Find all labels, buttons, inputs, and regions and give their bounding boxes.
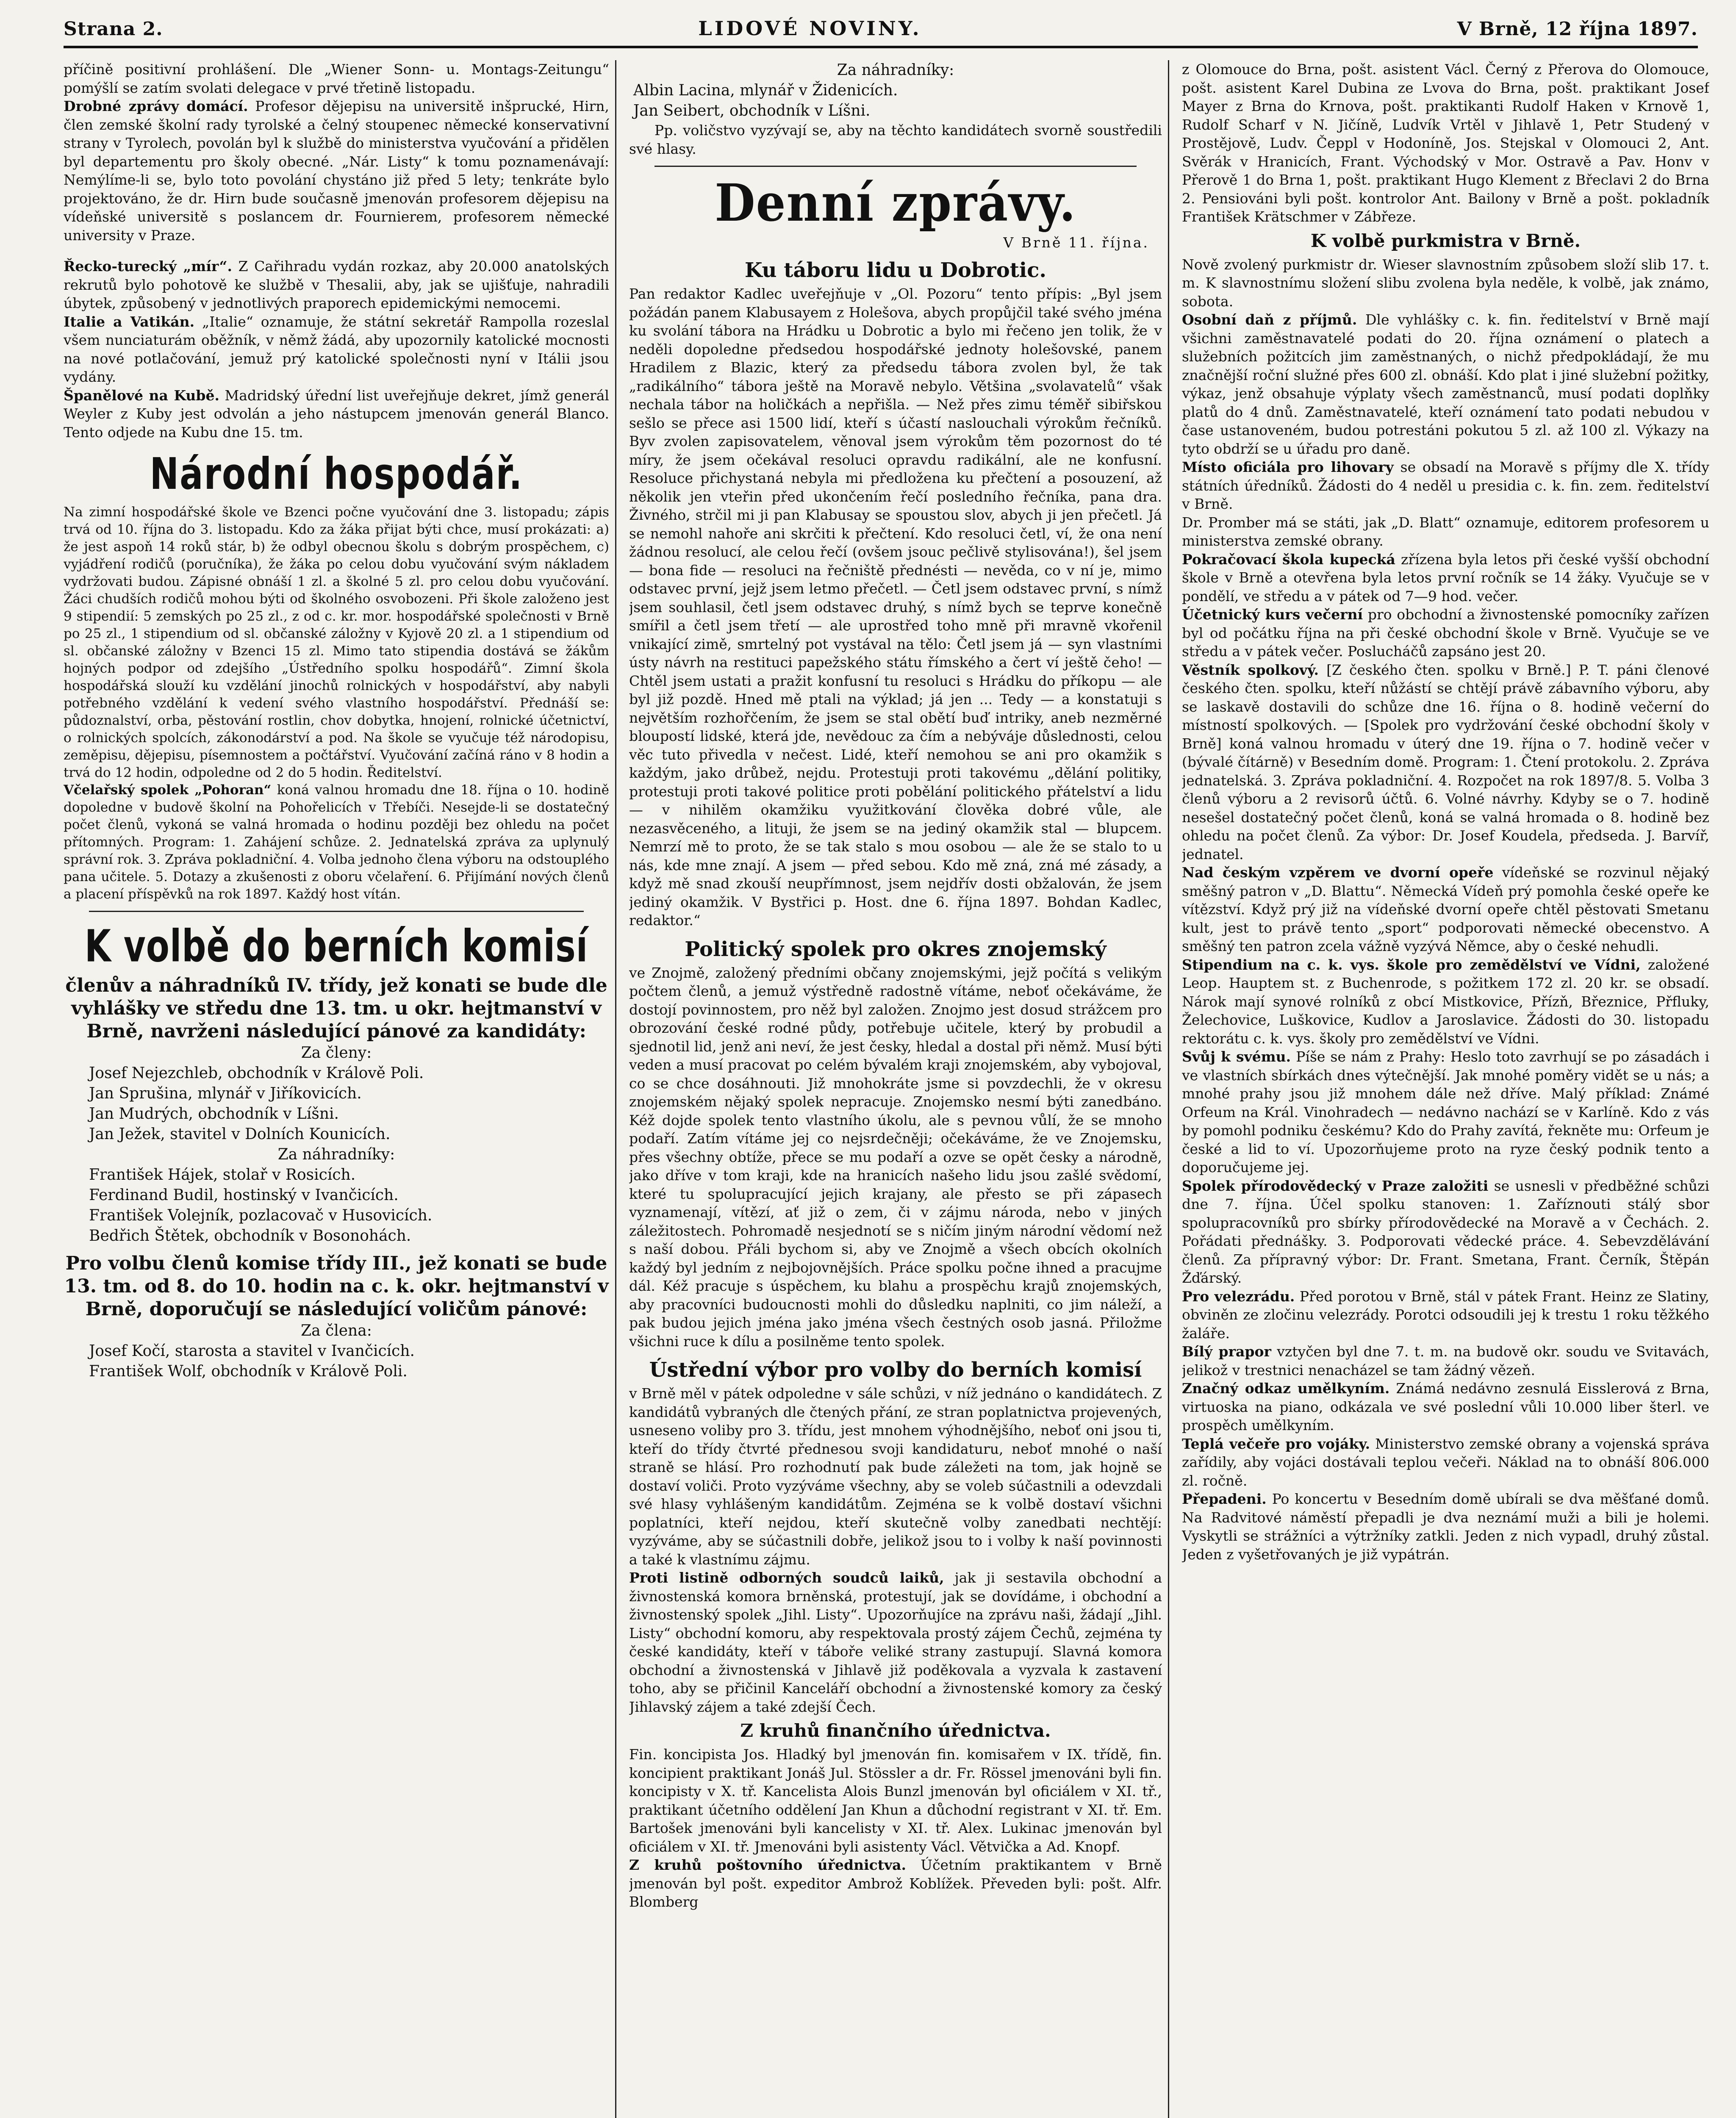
article-title: Místo oficiála pro lihovary [1182, 459, 1394, 475]
article-drobne [64, 97, 609, 244]
article-body: [Z českého čten. spolku v Brně.] P. T. páni členové českého čten. spolku, kteří nůžástí se chtějí právě zábavního výboru, aby se laskavě dostavili do schůze dne 16. října o 8. hodině večerní do místností spolkových. — [Spolek pro vydržování české obchodní školy v Brně] koná valnou hromadu v úterý dne 19. října o 7. hodině večer v (bývalé čítárně) v Besedním domě. Program: 1. Čtení protokolu. 2. Zpráva jednatelská. 3. Zpráva pokladniční. 4. Rozpočet na rok 1897/8. 5. Volba 3 členů výboru a 2 revisorů účtů. 6. Volné návrhy. Kdyby se o 7. hodině nesešel dostatečný počet členů, koná se valná hromada o 8. hodině bez ohledu na počet členů. Za výbor: Dr. Josef Koudela, předseda. J. Barvíř, jednatel. [1182, 661, 1709, 862]
column-2 [629, 60, 1169, 2118]
article-title: Svůj k svému. [1182, 1048, 1291, 1065]
article-body: ve Znojmě, založený předními občany znojemskými, jejž počítá s velikým počtem členů, a jemuž výstředně radostně vítáme, neboť očekáváme, že dostojí povinnostem, pro něž byl založen. Znojmo jest dosud strážcem pro obrozování české rodné půdy, potřebuje učitele, který by probudil a sjednotil lid, jenž ani neví, že jest česky, hledal a dostal při němž. Musí býti veden a musí pracovat po celém bývalém kraji znojemském, aby vybojoval, co se chce dosáhnouti. Již mnohokráte jsme si povzdechli, že v okresu znojemském nějaký spolek nepracuje. Znojemsko nesmí býti zanedbáno. Kéž dojde spolek tento vlastního úkolu, ale s pevnou vůlí, že se mnoho podaří. Zatím vítáme jej co nejsrdečněji; očekáváme, že ve Znojemsku, přes všechny obtíže, přece se mu podaří a ozve se opět česky a národně, jako dříve v tom kraji, kde na hranicích našeho lidu jsou zašlé svědomí, které tu spolupracující jejich krajany, ale přesto se při zápasech vyznamenají, vítězí, ať již o zem, či v zájmu národa, nebo v jiných záležitostech. Pohromadě nesjednotí se s ničím jiným národní vědomí než s naší dobou. Přáli bychom si, aby ve Znojmě a všech obcích okolních každý byl jedním z nejbojovnějších. Práce spolku počne ihned a pracujme dál. Kéž pracuje s úspěchem, ku blahu a prospěchu krajů znojemských, aby pracovníci budoucnosti mohli do důsledku naplniti, co jim náleží, a pak budou jejich jména jako jména všech čestných osob jasná. Přiložme všichni ruce k dílu a posilněme tento spolek. [629, 964, 1162, 1350]
article-title: Ústřední výbor pro volby do berních komisí [649, 1358, 1142, 1382]
list-item: Jan Mudrých, obchodník v Líšni. [89, 1105, 339, 1123]
page-header [64, 17, 1698, 48]
article-svuj [1182, 1048, 1709, 1177]
article-body: Nově zvolený purkmistr dr. Wieser slavnostním způsobem složí slib 17. t. m. K slavnostnímu složení slibu zvolena byla neděle, k volbě, jak známo, sobota. [1182, 256, 1709, 310]
label-za-clena: Za člena: [301, 1322, 372, 1339]
article-italie [64, 313, 609, 386]
article-pokrac [1182, 550, 1709, 606]
article-body: zřízena byla letos při české vyšší obchodní škole v Brně a otevřena byla letos první ročník se 14 žáky. Vyučuje se v pondělí, ve středu a v pátek od 7—9 hod. večer. [1182, 551, 1709, 604]
article-body: jak ji sestavila obchodní a živnostenská komora brněnská, protestují, jak se dovídáme, i obchodní a živnostenský spolek „Jihl. Listy“. Upozorňujíce na zprávu naši, žádají „Jihl. Listy“ obchodní komoru, aby respektovala prostý zájem Čechů, zejména ty české kandidáty, kteří v táboře veliké strany zastupují. Slavná komora obchodní a živnostenská v Jihlavě již poděkovala a vyzvala k zastavení toho, aby se přičinil Kanceláří obchodní a živnostenské komory za český Jihlavský zájem a také zdejší Čech. [629, 1569, 1162, 1715]
article-body: Po koncertu v Besedním domě ubírali se dva měšťané domů. Na Radvitové náměstí přepadli je dva neznámí muži a bili je holemi. Vyskytli se strážníci a výtržníky zatkli. Jeden z nich vypadl, druhý zůstal. Jeden z vyšetřovaných je již vypátrán. [1182, 1491, 1709, 1563]
substitutes-list [629, 80, 1162, 121]
column-3 [1182, 60, 1709, 2118]
list-item: Jan Sprušina, mlynář v Jiříkovicích. [89, 1085, 362, 1102]
article-title: Proti listině odborných soudců laiků, [629, 1569, 944, 1586]
article-body: založené Leop. Hauptem st. z Buchenrode, s požitkem 172 zl. 20 kr. se obsadí. Nárok mají synové rolníků z obcí Mistkovice, Přízň, Březnice, Přfluky, Želechovice, Luškovice, Kudlov a Jaroslavice. Žádosti do 30. listopadu rektorátu c. k. vys. školy pro zemědělství ve Vídni. [1182, 956, 1709, 1047]
article-body: se usnesli v předběžné schůzi dne 7. října. Účel spolku stanoven: 1. Zaříznouti stálý sbor spolupracovníků pro sbírky přírodovědecké na Moravě a v Čechách. 2. Pořádati přednášky. 3. Podporovati vědecké práce. 4. Sebevzdělávání členů. Za přípravný výbor: Dr. Frant. Smetana, Frant. Černík, Štěpán Žďárský. [1182, 1177, 1709, 1286]
article-body: Madridský úřední list uveřejňuje dekret, jímž generál Weyler z Kuby jest odvolán a jeho nástupcem jmenován generál Blanco. Tento odjede na Kubu dne 15. tm. [64, 387, 609, 441]
article-nad [1182, 863, 1709, 956]
newspaper-title: LIDOVÉ NOVINY. [698, 17, 922, 40]
divider [89, 911, 584, 912]
volbe-intro: členův a náhradníků IV. třídy, jež konati se bude dle vyhlášky ve středu dne 13. tm. u okr. hejtmanství v Brně, navrženi následující pánové za kandidáty: [65, 975, 607, 1042]
article-title: Z kruhů finančního úřednictva. [740, 1720, 1051, 1741]
volbe-class3: Pro volbu členů komise třídy III., jež konati se bude 13. tm. od 8. do 10. hodin na c. k. okr. hejtmanství v Brně, doporučují se následující voličům pánové: [64, 1253, 609, 1320]
dateline: V Brně, 12 října 1897. [1457, 18, 1698, 40]
article-tepla [1182, 1435, 1709, 1490]
article-vestnik [1182, 661, 1709, 864]
article-znacny [1182, 1379, 1709, 1435]
article-stip [1182, 956, 1709, 1048]
article-body: Fin. koncipista Jos. Hladký byl jmenován fin. komisařem v IX. třídě, fin. koncipient praktikant Jonáš Jul. Stössler a dr. Fr. Rössel jmenováni byli fin. koncipisty v X. tř. Kancelista Alois Bunzl jmenován byl oficiálem v XI. tř., praktikant účetního oddělení Jan Khun a důchodní registrant v XI. tř. Em. Bartošek jmenováni byli kancelisty v XI. tř. Alex. Lukinac jmenován byl oficiálem v XI. tř. Jmenováni byli asistenty Václ. Větvička a Ad. Knopf. [629, 1746, 1162, 1855]
section-heading-narodni: Národní hospodář. [150, 449, 523, 499]
article-title: Řecko-turecký „mír“. [64, 258, 232, 274]
article-body: Dle vyhlášky c. k. fin. ředitelství v Brně mají všichni zaměstnavatelé podati do 20. října oznámení o platech a služebních požitcích jim zaměstnaných, o nichž předpokládají, že mu značnější roční služné přes 600 zl. obnáší. Kdo plat i jiné služební požitky, výkaz, jenž obsahuje výplaty všech zaměstnanců, musí podati doplňky platů do 4 dnů. Zaměstnavatelé, kteří oznámení tato podati nebudou v čase ustanoveném, budou potrestáni pokutou 5 zl. až 100 zl. Výkazy na tyto obdrží se u úřadu pro daně. [1182, 311, 1709, 457]
article-title: Pokračovací škola kupecká [1182, 551, 1395, 568]
article-body: Ministerstvo zemské obrany a vojenská správa zařídily, aby vojáci dostávali teplou večeři. Náklad na to obnáší 806.000 zl. ročně. [1182, 1435, 1709, 1489]
article-velez [1182, 1287, 1709, 1343]
section-heading-volbe: K volbě do berních komisí [84, 920, 588, 972]
article-ucet [1182, 605, 1709, 661]
article-proti [629, 1569, 1162, 1716]
article-title: Nad českým vzpěrem ve dvorní opeře [1182, 864, 1494, 881]
article-spanel [64, 386, 609, 442]
article-body: Známá nedávno zesnulá Eisslerová z Brna, virtuoska na piano, odkázala ve své poslední vůli 10.000 liber šterl. ve prospěch umělkyním. [1182, 1380, 1709, 1433]
article-title: Ku táboru lidu u Dobrotic. [744, 258, 1047, 282]
list-item: Jan Seibert, obchodník v Líšni. [633, 102, 871, 119]
article-title: Bílý prapor [1182, 1343, 1271, 1360]
article-title: Teplá večeře pro vojáky. [1182, 1435, 1370, 1452]
list-item: František Wolf, obchodník v Králově Poli. [89, 1363, 408, 1380]
article-body: v Brně měl v pátek odpoledne v sále schůzi, v níž jednáno o kandidátech. Z kandidátů vybraných dle čtených přání, ze stran poplatnictva projevených, usneseno voliby pro 3. třídu, jest mnohem výhodnějšího, neboť oni jsou ti, kteří do třídy čtvrté přednesou svoji kandidaturu, neboť mnohé o naší straně se hlásí. Pro rozhodnutí pak bude záležeti na tom, jak hojně se dostaví voliči. Proto vyzýváme všechny, aby se voleb súčastnili a odevzdali své hlasy vyhlášeným kandidátům. Zejména se k volbě dostaví všichni poplatníci, kteří nejdou, kteří skutečně volby zanedbati nechtějí: vyzýváme, aby se súčastnili dobře, jelikož jsou to i volby k naší povinnosti a také k vlastnímu zájmu. [629, 1385, 1162, 1568]
list-item: Ferdinand Budil, hostinský v Ivančicích. [89, 1187, 399, 1204]
list-item: František Hájek, stolař v Rosicích. [89, 1166, 356, 1184]
article-title: Včelařský spolek „Pohoran“ [64, 782, 272, 798]
article-body: vztyčen byl dne 7. t. m. na budově okr. soudu ve Svitavách, jelikož v trestnici nenacházel se tam žádný vězeň. [1182, 1343, 1709, 1378]
list-item: Bedřich Štětek, obchodník v Bosonohách. [89, 1227, 411, 1245]
candidates-members [64, 1063, 609, 1145]
label-za-nahradniky: Za náhradníky: [277, 1146, 395, 1163]
article-title: Italie a Vatikán. [64, 313, 195, 330]
candidates-substitutes [64, 1165, 609, 1246]
article-title: Z kruhů poštovního úřednictva. [629, 1857, 907, 1873]
column-1 [64, 60, 616, 2118]
article-posta [629, 1856, 1162, 1911]
article-title: Stipendium na c. k. vys. škole pro zemědělství ve Vídni, [1182, 956, 1641, 973]
article-body: pro obchodní a živnostenské pomocníky zařízen byl od počátku října na při české obchodní škole v Brně. Vyučuje se ve středu a v pátek večer. Poslucháčů zapsáno jest 20. [1182, 606, 1709, 660]
paragraph: Pp. voličstvo vyzývají se, aby na těchto kandidátech svorně soustředili své hlasy. [629, 122, 1162, 157]
article-title: Spolek přírodovědecký v Praze založiti [1182, 1177, 1489, 1194]
article-body: vídeňské se rozvinul nějaký směšný patron v „D. Blattu“. Německá Vídeň prý pomohla české opeře ke vítězství. Když prý již na vídeňské dvorní opeře chtěl pěstovati Smetanu kult, jest to právě tento „sport“ podporovati německé obecenstvo. A směšný ten patron zcela vážně vyzývá Němce, aby o české nehudli. [1182, 864, 1709, 954]
list-item: Jan Ježek, stavitel v Dolních Kounicích. [89, 1126, 391, 1143]
list-item: Albin Lacina, mlynář v Židenicích. [633, 82, 898, 99]
article-body: Pan redaktor Kadlec uveřejňuje v „Ol. Pozoru“ tento přípis: „Byl jsem požádán panem Klabusayem z Holešova, abych propůjčil také svého jména ku svolání tábora na Hrádku u Dobrotic a bylo mi řečeno jen tolik, že v neděli dopoledne předsedou hospodářské jednoty holešovské, panem Hradilem z Blazic, který za předsedu tábora zvolen byl, že tak „radikálního“ tábora ještě na Moravě nebylo. Většina „svolavatelů“ však nechala tábor na holičkách a nepřišla. — Než přes zimu téměř sibiřskou sešlo se přece asi 1500 lidí, kteří s účastí naslouchali výrokům řečníků. Byv zvolen zapisovatelem, věnoval jsem výrokům těm pozornost do té míry, že jsem očekával resoluci opravdu radikální, ale ne konfusní. Resoluce přichystaná nebyla mi předložena ku přečtení a posouzení, až několik jen vteřin před ukončením řečí posledního řečníka, pana dra. Živného, strčil mi ji pan Klabusay se spoustou slov, abych ji jen přečetl. Já se nemohl nahoře ani skrčiti k přečtení. Kdo resoluci četl, ví, že ona není žádnou resolucí, ale celou řečí (ovšem jsouc pečlivě stylisována!), šel jsem — bona fide — resoluci na řečniště přednésti — nevěda, co v ní je, mimo odstavec první, jejž jsem letmo přečetl. — Četl jsem odstavec první, s nímž jsem souhlasil, četl jsem odstavec druhý, s nímž bych se teprve konečně smířil a četl jsem třetí — ale uprostřed toho mně při mravně vkořenil vnikající zimě, smrtelný pot vystával na tělo: Četl jsem já — syn vlastními ústy návrh na restituci papežského státu římského a čert ví ještě čeho! — Chtěl jsem ustati a pražit konfusní tu resoluci s Hrádku do příkopu — ale byl již pozdě. Hned mě ptali na výklad; já jen ... Tedy — a konstatuji s největším rozhořčením, že jsem se stal obětí buď intriky, aneb nezměrné bloupostí lidské, která jde, nevědouc za čím a nebýváje důslednosti, celou věc tuto přivedla v nečest. Lidé, kteří nemohou se ani pro okamžik s každým, jako drůbež, nejdu. Protestuji proti takovému „dělání politiky, protestuji proti takové politice proti pobělání politického přátelství a lidu — v nihilěm okamžiku využitkování člověka dobré vůle, ale nezasvěceného, a lituji, že jsem se na jediný okamžik stal — blupcem. Nemrzí mě to proto, že se tak stalo s mou osobou — ale že se stalo to u nás, kde mne znají. A jsem — před sebou. Kdo mě zná, zná mé zásady, a když mě snad zkouší neupřímnost, jsem nejdřív dosti obžalován, že jsem jediný okamžik. V Bystřici p. Host. dne 6. října 1897. Bohdan Kadlec, redaktor.“ [629, 286, 1162, 929]
paragraph: z Olomouce do Brna, pošt. asistent Václ. Černý z Přerova do Olomouce, pošt. asistent Karel Dubina ze Lvova do Brna, pošt. praktikant Josef Mayer z Brna do Krnova, pošt. praktikanti Rudolf Haken v Krnově 1, Rudolf Scharf v N. Jičíně, Ludvík Vrtěl v Jihlavě 1, Petr Studený v Prostějově, Ludv. Čeppl v Hodoníně, Jos. Stejskal v Olomouci 2, Ant. Svěrák v Hranicích, Frant. Východský v Mor. Ostravě a Pav. Honv v Přerově 1 do Brna 1, pošt. praktikant Hugo Klement z Břeclavi 2 do Brna 2. Pensiováni byli pošt. kontrolor Ant. Bailony v Brně a pošt. pokladník František Krätschmer v Zábřeze. [1182, 61, 1709, 225]
article-recko [64, 257, 609, 313]
article-title: Drobné zprávy domácí. [64, 98, 248, 114]
article-title: Politický spolek pro okres znojemský [685, 937, 1106, 961]
article-vcelar [64, 782, 609, 903]
article-osobni [1182, 310, 1709, 458]
columns [64, 60, 1709, 2118]
label-za-cleny: Za členy: [301, 1044, 372, 1062]
list-item: Josef Kočí, starosta a stavitel v Ivančicích. [89, 1342, 415, 1360]
article-promber: Dr. Promber má se státi, jak „D. Blatt“ oznamuje, editorem profesorem u ministerstva zemské obrany. [1182, 514, 1709, 549]
article-body: Na zimní hospodářské škole ve Bzenci počne vyučování dne 3. listopadu; zápis trvá od 10. října do 3. listopadu. Kdo za žáka přijat býti chce, musí prokázati: a) že jest aspoň 14 roků stár, b) že odbyl obecnou školu s dobrým prospěchem, c) vyjádření rodičů (poručníka), že žáka po celou dobu vyučování svým nákladem vydržovati budou. Zápisné obnáší 1 zl. a školné 5 zl. pro celou dobu vyučování. Žáci chudších rodičů mohou býti od školného osvobozeni. Při škole založeno jest 9 stipendií: 5 zemských po 25 zl., z od c. kr. mor. hospodářské společnosti v Brně po 25 zl., 1 stipendium od sl. občanské záložny v Kyjově 20 zl. a 1 stipendium od sl. občanské záložny v Bzenci 15 zl. Mimo tato stipendia dostává se žákům hojných podpor od zdejšího „Ústředního spolku hospodářů“. Zimní škola hospodářská slouží ku vzdělání jinochů rolnických v hospodářství, aby nabyli potřebného vzdělání k vedení svého vlastního hospodářství. Přednáší se: půdoznalství, orba, pěstování rostlin, chov dobytka, hnojení, rolnické účetnictví, o rolnických spolcích, zákonodárství a pod. Na škole se vyučuje též národopisu, zeměpisu, dějepisu, písemnostem a počtářství. Vyučování začíná ráno v 8 hodin a trvá do 12 hodin, odpoledne od 2 do 5 hodin. Ředitelství. [64, 505, 609, 780]
article-body: Profesor dějepisu na universitě inšprucké, Hirn, člen zemské školní rady tyrolské a čelný stoupenec německé konservativní strany v Tyrolech, povolán byl k službě do ministerstva vyučování a přidělen byl departementu pro školy obecné. „Nár. Listy“ k tomu poznamenávají: Nemýlíme-li se, bylo toto povolání chystáno již před 5 lety; tenkráte bylo projektováno, že dr. Hirn bude současně jmenován profesorem dějepisu na vídeňské universitě s poslancem dr. Fournierem, profesorem německé university v Praze. [64, 98, 609, 244]
article-title: K volbě purkmistra v Brně. [1310, 230, 1581, 251]
list-item: Josef Nejezchleb, obchodník v Králově Poli. [89, 1065, 424, 1082]
article-body: Před porotou v Brně, stál v pátek Frant. Heinz ze Slatiny, obviněn ze zločinu velezrády. Porotci odsoudili jej k trestu 1 roku těžkého žaláře. [1182, 1288, 1709, 1342]
article-body: Účetním praktikantem v Brně jmenován byl pošt. expeditor Ambrož Koblížek. Převeden byli: pošt. Alfr. Blomberg [629, 1857, 1162, 1910]
article-body: koná valnou hromadu dne 18. října o 10. hodině dopoledne v budově školní na Pohořelicích v Třebíči. Nesejde-li se dostatečný počet členů, vykoná se valná hromada o hodinu později bez ohledu na počet přítomných. Program: 1. Zahájení schůze. 2. Jednatelská zpráva za uplynulý správní rok. 3. Zpráva pokladniční. 4. Volba jednoho člena výboru na odstouplého pana učitele. 5. Dotazy a zkušenosti z oboru včelaření. 6. Přijímání nových členů a placení příspěvků na rok 1897. Každý host vítán. [64, 782, 609, 902]
article-prep [1182, 1490, 1709, 1564]
article-title: Účetnický kurs večerní [1182, 606, 1363, 623]
date-line: V Brně 11. října. [1003, 234, 1149, 251]
candidates-class3 [64, 1341, 609, 1382]
article-title: Věstník spolkový. [1182, 661, 1319, 678]
article-prir [1182, 1177, 1709, 1287]
divider [654, 166, 1137, 167]
article-body: Z Cařihradu vydán rozkaz, aby 20.000 anatolských rekrutů bylo pohotově ke službě v Thesalii, aby, jak se ujišťuje, nahradili úbytek, způsobený v jednotlivých praporech epidemickými nemocemi. [64, 258, 609, 311]
article-title: Přepadeni. [1182, 1491, 1267, 1507]
article-misto [1182, 458, 1709, 513]
section-heading-denni: Denní zprávy. [715, 172, 1076, 233]
article-title: Španělové na Kubě. [64, 387, 219, 404]
article-body: „Italie“ oznamuje, že státní sekretář Rampolla rozeslal všem nunciaturám oběžník, v němž žádá, aby upozornily katolické mocnosti na nové potlačování, jemuž prý katolické společnosti nyní v Itálii jsou vydány. [64, 313, 609, 385]
label-za-nahradniky: Za náhradníky: [837, 61, 954, 79]
article-body: se obsadí na Moravě s příjmy dle X. třídy státních úředníků. Žádosti do 4 neděl u presidia c. k. fin. zem. ředitelství v Brně. [1182, 459, 1709, 512]
list-item: František Volejník, pozlacovač v Husovicích. [89, 1207, 433, 1224]
page-number: Strana 2. [64, 18, 163, 40]
article-title: Značný odkaz umělkyním. [1182, 1380, 1390, 1397]
paragraph: příčině positivní prohlášení. Dle „Wiener Sonn- u. Montags-Zeitungu“ pomýšlí se zatím svolati delegace v prvé třetině listopadu. [64, 61, 609, 96]
article-prapor [1182, 1342, 1709, 1379]
article-title: Osobní daň z příjmů. [1182, 311, 1357, 328]
article-body: Píše se nám z Prahy: Heslo toto zavrhují se po zásadách i ve vlastních sbírkách dnes výtečnější. Jak mnohé poměry vidět se u nás; a mnohé prahy jsou již mnohem dále než dříve. Malý příklad: Známé Orfeum na Král. Vinohradech — nedávno nachází se v Karlíně. Kdo z vás by pomohl podniku českému? Kdo do Prahy zavítá, řekněte mu: Orfeum je české a lid to ví. Upozorňujeme proto na ryze český podnik tento a doporučujeme jej. [1182, 1048, 1709, 1175]
article-title: Pro velezrádu. [1182, 1288, 1295, 1305]
